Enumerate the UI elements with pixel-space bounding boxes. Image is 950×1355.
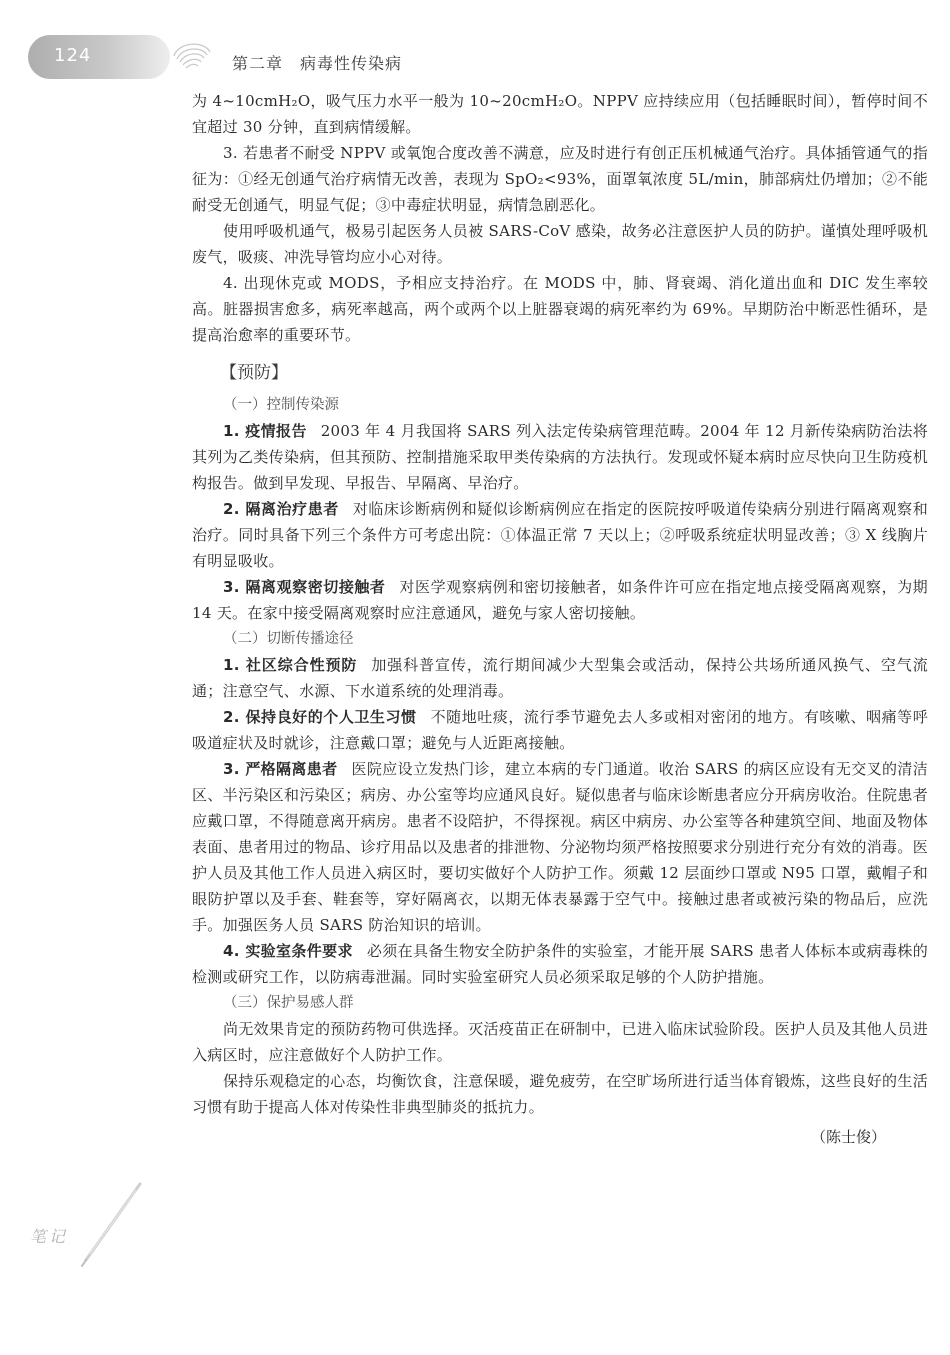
item-label: 4. 实验室条件要求	[223, 942, 353, 960]
list-item	[192, 496, 928, 574]
list-item	[192, 574, 928, 626]
paragraph: 保持乐观稳定的心态，均衡饮食，注意保暖，避免疲劳，在空旷场所进行适当体育锻炼，这些良好的生活习惯有助于提高人体对传染性非典型肺炎的抵抗力。	[192, 1072, 928, 1116]
list-item	[192, 418, 928, 496]
item-text: 加强科普宣传，流行期间减少大型集会或活动，保持公共场所通风换气、空气流通；注意空气、水源、下水道系统的处理消毒。	[192, 656, 928, 700]
paragraph: 尚无效果肯定的预防药物可供选择。灭活疫苗正在研制中，已进入临床试验阶段。医护人员及其他人员进入病区时，应注意做好个人防护工作。	[192, 1020, 928, 1064]
item-label: 3. 严格隔离患者	[223, 760, 338, 778]
pen-icon	[76, 1180, 146, 1270]
subsection-heading: （一）控制传染源	[223, 397, 339, 413]
list-item	[192, 652, 928, 704]
paragraph: 3. 若患者不耐受 NPPV 或氧饱合度改善不满意，应及时进行有创正压机械通气治疗。具体插管通气的指征为：①经无创通气治疗病情无改善，表现为 SpO₂<93%，面罩氧浓度 5L/min，肺部病灶仍增加；②不能耐受无创通气，明显气促；③中毒症状明显，病情急剧恶化。	[192, 144, 928, 214]
page-header	[0, 0, 950, 100]
page-number-badge	[28, 35, 170, 79]
subsection-heading: （二）切断传播途径	[223, 631, 354, 647]
item-text: 医院应设立发热门诊，建立本病的专门通道。收治 SARS 的病区应设有无交叉的清洁区、半污染区和污染区；病房、办公室等均应通风良好。疑似患者与临床诊断患者应分开病房收治。住院患者应戴口罩，不得随意离开病房。患者不设陪护，不得探视。病区中病房、办公室等各种建筑空间、地面及物体表面、患者用过的物品、诊疗用品以及患者的排泄物、分泌物均须严格按照要求分别进行充分有效的消毒。医护人员及其他工作人员进入病区时，要切实做好个人防护工作。须戴 12 层面纱口罩或 N95 口罩，戴帽子和眼防护罩以及手套、鞋套等，穿好隔离衣，以期无体表暴露于空气中。接触过患者或被污染的物品后，应洗手。加强医务人员 SARS 防治知识的培训。	[192, 760, 928, 934]
page-number: 124	[54, 45, 92, 66]
paragraph: 使用呼吸机通气，极易引起医务人员被 SARS-CoV 感染，故务必注意医护人员的防护。谨慎处理呼吸机废气，吸痰、冲洗导管均应小心对待。	[192, 222, 928, 266]
swirl-icon	[168, 36, 216, 76]
paragraph: 4. 出现休克或 MODS，予相应支持治疗。在 MODS 中，肺、肾衰竭、消化道出血和 DIC 发生率较高。脏器损害愈多，病死率越高，两个或两个以上脏器衰竭的病死率约为 69%。早期防治中断恶性循环，是提高治愈率的重要环节。	[192, 274, 928, 344]
notes-label: 笔记	[30, 1227, 69, 1246]
item-text: 对医学观察病例和密切接触者，如条件许可应在指定地点接受隔离观察，为期 14 天。在家中接受隔离观察时应注意通风，避免与家人密切接触。	[192, 578, 928, 622]
item-label: 1. 疫情报告	[223, 422, 307, 440]
chapter-title: 第二章 病毒性传染病	[232, 54, 403, 73]
paragraph: 为 4~10cmH₂O，吸气压力水平一般为 10~20cmH₂O。NPPV 应持续应用（包括睡眠时间），暂停时间不宜超过 30 分钟，直到病情缓解。	[192, 92, 928, 136]
item-text: 必须在具备生物安全防护条件的实验室，才能开展 SARS 患者人体标本或病毒株的检测或研究工作，以防病毒泄漏。同时实验室研究人员必须采取足够的个人防护措施。	[192, 942, 929, 986]
notes-margin	[26, 1180, 146, 1270]
list-item	[192, 938, 928, 990]
page-body	[192, 88, 928, 1150]
item-label: 2. 保持良好的个人卫生习惯	[223, 708, 417, 726]
item-text: 2003 年 4 月我国将 SARS 列入法定传染病管理范畴。2004 年 12 月新传染病防治法将其列为乙类传染病，但其预防、控制措施采取甲类传染病的方法执行。发现或怀疑本病时应尽快向卫生防疫机构报告。做到早发现、早报告、早隔离、早治疗。	[192, 422, 928, 492]
item-text: 不随地吐痰，流行季节避免去人多或相对密闭的地方。有咳嗽、咽痛等呼吸道症状及时就诊，注意戴口罩；避免与人近距离接触。	[192, 708, 929, 752]
subsection-heading: （三）保护易感人群	[223, 995, 354, 1011]
list-item	[192, 756, 928, 938]
item-label: 3. 隔离观察密切接触者	[223, 578, 386, 596]
item-text: 对临床诊断病例和疑似诊断病例应在指定的医院按呼吸道传染病分别进行隔离观察和治疗。同时具备下列三个条件方可考虑出院：①体温正常 7 天以上；②呼吸系统症状明显改善；③ X 线胸片有明显吸收。	[192, 500, 928, 570]
item-label: 1. 社区综合性预防	[223, 656, 358, 674]
author-credit: （陈士俊）	[810, 1128, 886, 1146]
list-item	[192, 704, 928, 756]
item-label: 2. 隔离治疗患者	[223, 500, 339, 518]
section-heading-prevention: 【预防】	[220, 363, 288, 383]
